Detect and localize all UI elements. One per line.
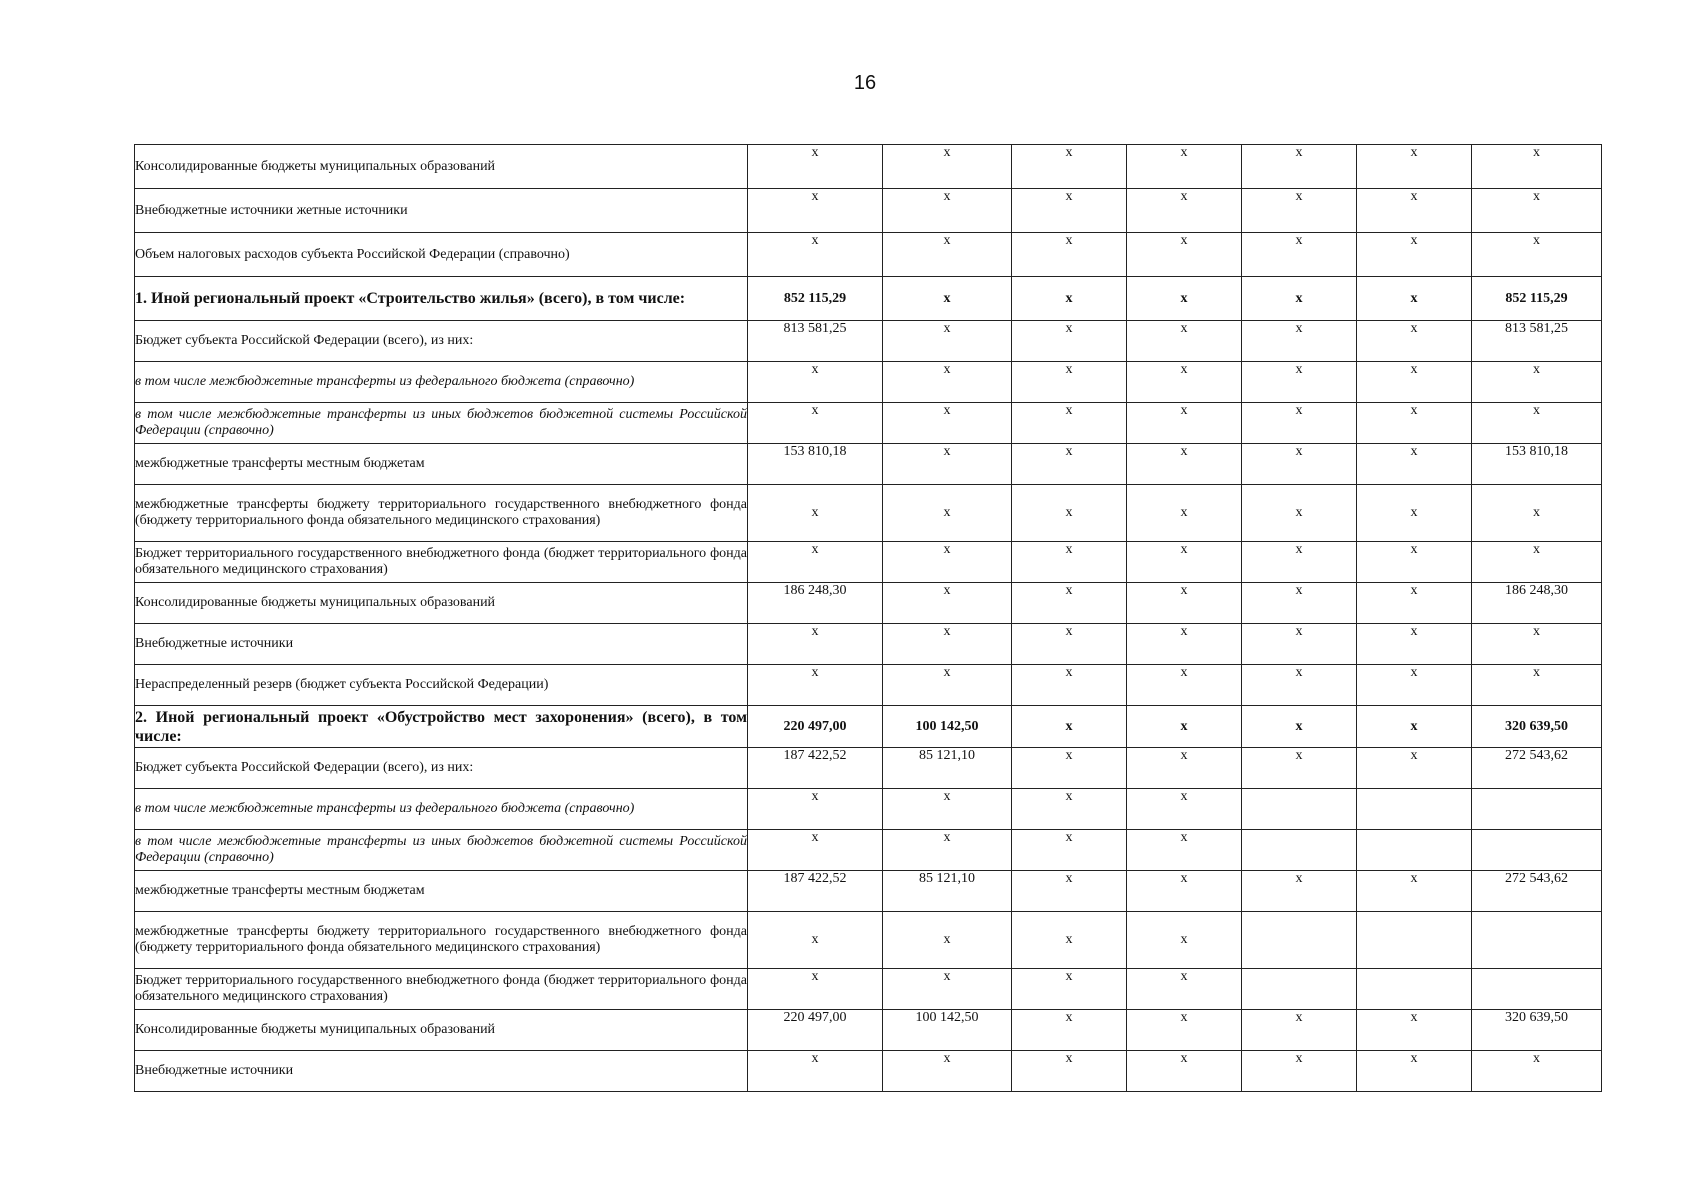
value-cell: x: [1012, 789, 1127, 830]
value-cell: x: [1127, 748, 1242, 789]
value-cell: [1242, 789, 1357, 830]
value-cell: 186 248,30: [748, 583, 883, 624]
value-cell: x: [1357, 583, 1472, 624]
value-cell: x: [883, 403, 1012, 444]
value-cell: x: [1242, 444, 1357, 485]
row-label: межбюджетные трансферты бюджету территориального государственного внебюджетного фонда (бюджету территориального фонда обязательного медицинского страхования): [135, 912, 748, 969]
value-cell: x: [1012, 830, 1127, 871]
value-cell: x: [1357, 748, 1472, 789]
value-cell: 320 639,50: [1472, 1010, 1602, 1051]
value-cell: 100 142,50: [883, 1010, 1012, 1051]
value-cell: 100 142,50: [883, 706, 1012, 748]
value-cell: x: [1127, 1010, 1242, 1051]
value-cell: x: [1357, 1051, 1472, 1092]
value-cell: 220 497,00: [748, 706, 883, 748]
value-cell: 153 810,18: [1472, 444, 1602, 485]
table-row: [135, 485, 1602, 542]
value-cell: x: [1472, 665, 1602, 706]
value-cell: x: [1472, 1051, 1602, 1092]
value-cell: x: [748, 542, 883, 583]
row-label: в том числе межбюджетные трансферты из федерального бюджета (справочно): [135, 789, 748, 830]
value-cell: x: [1127, 403, 1242, 444]
value-cell: x: [1127, 542, 1242, 583]
table-row: [135, 277, 1602, 321]
value-cell: [1472, 912, 1602, 969]
value-cell: x: [1012, 912, 1127, 969]
value-cell: x: [1127, 362, 1242, 403]
row-label: Внебюджетные источники жетные источники: [135, 189, 748, 233]
table-row: [135, 969, 1602, 1010]
value-cell: x: [1012, 1051, 1127, 1092]
value-cell: x: [1242, 362, 1357, 403]
value-cell: x: [748, 485, 883, 542]
value-cell: x: [1127, 485, 1242, 542]
value-cell: x: [883, 321, 1012, 362]
table-row: [135, 444, 1602, 485]
value-cell: x: [883, 830, 1012, 871]
table-row: [135, 189, 1602, 233]
value-cell: 852 115,29: [748, 277, 883, 321]
table-row: [135, 542, 1602, 583]
value-cell: x: [1242, 624, 1357, 665]
row-label: в том числе межбюджетные трансферты из иных бюджетов бюджетной системы Российской Федерации (справочно): [135, 403, 748, 444]
project-heading: 2. Иной региональный проект «Обустройство мест захоронения» (всего), в том числе:: [135, 706, 748, 748]
value-cell: x: [883, 583, 1012, 624]
value-cell: x: [1242, 871, 1357, 912]
value-cell: x: [883, 277, 1012, 321]
value-cell: x: [1127, 912, 1242, 969]
row-label: межбюджетные трансферты местным бюджетам: [135, 871, 748, 912]
value-cell: x: [748, 969, 883, 1010]
table-row: [135, 789, 1602, 830]
value-cell: x: [883, 444, 1012, 485]
value-cell: x: [1012, 277, 1127, 321]
value-cell: 852 115,29: [1472, 277, 1602, 321]
value-cell: x: [1127, 277, 1242, 321]
value-cell: x: [1357, 444, 1472, 485]
row-label: в том числе межбюджетные трансферты из федерального бюджета (справочно): [135, 362, 748, 403]
value-cell: x: [1127, 706, 1242, 748]
value-cell: x: [1012, 321, 1127, 362]
value-cell: x: [1012, 706, 1127, 748]
value-cell: 813 581,25: [1472, 321, 1602, 362]
value-cell: x: [748, 665, 883, 706]
value-cell: x: [1242, 665, 1357, 706]
value-cell: x: [883, 542, 1012, 583]
value-cell: x: [883, 624, 1012, 665]
project-heading: 1. Иной региональный проект «Строительство жилья» (всего), в том числе:: [135, 277, 748, 321]
value-cell: x: [883, 665, 1012, 706]
value-cell: x: [1127, 789, 1242, 830]
row-label: Внебюджетные источники: [135, 624, 748, 665]
table-row: [135, 362, 1602, 403]
value-cell: x: [1242, 189, 1357, 233]
value-cell: x: [1242, 583, 1357, 624]
value-cell: x: [1242, 321, 1357, 362]
value-cell: x: [748, 789, 883, 830]
value-cell: 272 543,62: [1472, 748, 1602, 789]
value-cell: 186 248,30: [1472, 583, 1602, 624]
value-cell: x: [883, 1051, 1012, 1092]
table-row: [135, 583, 1602, 624]
value-cell: x: [1357, 485, 1472, 542]
value-cell: x: [1357, 233, 1472, 277]
value-cell: x: [1472, 485, 1602, 542]
value-cell: x: [1472, 403, 1602, 444]
value-cell: x: [1242, 542, 1357, 583]
value-cell: x: [748, 362, 883, 403]
budget-table: [134, 144, 1602, 1092]
value-cell: x: [1012, 1010, 1127, 1051]
value-cell: x: [1242, 277, 1357, 321]
value-cell: 320 639,50: [1472, 706, 1602, 748]
value-cell: x: [748, 233, 883, 277]
value-cell: x: [1242, 1010, 1357, 1051]
value-cell: x: [1012, 485, 1127, 542]
value-cell: 85 121,10: [883, 748, 1012, 789]
value-cell: x: [1357, 542, 1472, 583]
value-cell: [1472, 830, 1602, 871]
value-cell: [1357, 789, 1472, 830]
value-cell: x: [883, 789, 1012, 830]
value-cell: x: [883, 485, 1012, 542]
value-cell: x: [1012, 189, 1127, 233]
value-cell: 272 543,62: [1472, 871, 1602, 912]
value-cell: x: [1127, 189, 1242, 233]
row-label: Консолидированные бюджеты муниципальных образований: [135, 1010, 748, 1051]
table-row: [135, 912, 1602, 969]
value-cell: x: [1012, 871, 1127, 912]
value-cell: x: [1127, 583, 1242, 624]
value-cell: x: [1127, 321, 1242, 362]
value-cell: x: [1127, 624, 1242, 665]
value-cell: x: [1242, 403, 1357, 444]
value-cell: x: [1012, 542, 1127, 583]
table-row: [135, 1010, 1602, 1051]
value-cell: x: [1357, 277, 1472, 321]
value-cell: [1357, 912, 1472, 969]
value-cell: x: [748, 912, 883, 969]
value-cell: x: [1127, 830, 1242, 871]
value-cell: x: [1012, 362, 1127, 403]
value-cell: 220 497,00: [748, 1010, 883, 1051]
value-cell: x: [1472, 542, 1602, 583]
value-cell: x: [1012, 444, 1127, 485]
value-cell: x: [1357, 189, 1472, 233]
value-cell: x: [1357, 321, 1472, 362]
row-label: Бюджет субъекта Российской Федерации (всего), из них:: [135, 748, 748, 789]
row-label: Бюджет субъекта Российской Федерации (всего), из них:: [135, 321, 748, 362]
value-cell: [1242, 830, 1357, 871]
value-cell: 153 810,18: [748, 444, 883, 485]
value-cell: x: [1357, 362, 1472, 403]
value-cell: x: [1127, 444, 1242, 485]
value-cell: x: [1012, 145, 1127, 189]
value-cell: [1472, 789, 1602, 830]
value-cell: 813 581,25: [748, 321, 883, 362]
row-label: в том числе межбюджетные трансферты из иных бюджетов бюджетной системы Российской Федерации (справочно): [135, 830, 748, 871]
value-cell: x: [1012, 624, 1127, 665]
table-row: [135, 871, 1602, 912]
value-cell: x: [1012, 748, 1127, 789]
value-cell: x: [748, 830, 883, 871]
value-cell: x: [883, 145, 1012, 189]
table-row: [135, 748, 1602, 789]
table-row: [135, 1051, 1602, 1092]
value-cell: x: [1357, 403, 1472, 444]
row-label: межбюджетные трансферты бюджету территориального государственного внебюджетного фонда (бюджету территориального фонда обязательного медицинского страхования): [135, 485, 748, 542]
value-cell: x: [1012, 665, 1127, 706]
value-cell: x: [1127, 969, 1242, 1010]
table-row: [135, 624, 1602, 665]
value-cell: x: [748, 403, 883, 444]
row-label: Бюджет территориального государственного внебюджетного фонда (бюджет территориального фонда обязательного медицинского страхования): [135, 969, 748, 1010]
value-cell: [1472, 969, 1602, 1010]
value-cell: x: [1012, 969, 1127, 1010]
value-cell: x: [748, 145, 883, 189]
value-cell: x: [1357, 1010, 1472, 1051]
value-cell: x: [883, 969, 1012, 1010]
value-cell: x: [1472, 233, 1602, 277]
value-cell: x: [1242, 145, 1357, 189]
value-cell: x: [1012, 233, 1127, 277]
value-cell: x: [748, 624, 883, 665]
value-cell: x: [1357, 706, 1472, 748]
value-cell: x: [1127, 145, 1242, 189]
value-cell: x: [1242, 485, 1357, 542]
value-cell: x: [1012, 403, 1127, 444]
value-cell: x: [1472, 145, 1602, 189]
row-label: Внебюджетные источники: [135, 1051, 748, 1092]
value-cell: x: [883, 362, 1012, 403]
table-row: [135, 321, 1602, 362]
value-cell: x: [1127, 1051, 1242, 1092]
row-label: Бюджет территориального государственного внебюджетного фонда (бюджет территориального фонда обязательного медицинского страхования): [135, 542, 748, 583]
table-row: [135, 233, 1602, 277]
value-cell: x: [1242, 748, 1357, 789]
row-label: Консолидированные бюджеты муниципальных образований: [135, 583, 748, 624]
value-cell: x: [1242, 1051, 1357, 1092]
value-cell: [1357, 969, 1472, 1010]
table-row: [135, 665, 1602, 706]
table-row: [135, 830, 1602, 871]
value-cell: x: [1242, 706, 1357, 748]
value-cell: x: [1357, 665, 1472, 706]
value-cell: 85 121,10: [883, 871, 1012, 912]
value-cell: x: [1357, 871, 1472, 912]
value-cell: 187 422,52: [748, 748, 883, 789]
table-row: [135, 403, 1602, 444]
value-cell: x: [883, 233, 1012, 277]
row-label: Консолидированные бюджеты муниципальных образований: [135, 145, 748, 189]
row-label: Объем налоговых расходов субъекта Российской Федерации (справочно): [135, 233, 748, 277]
value-cell: x: [1357, 624, 1472, 665]
value-cell: x: [748, 1051, 883, 1092]
value-cell: [1242, 969, 1357, 1010]
row-label: Нераспределенный резерв (бюджет субъекта Российской Федерации): [135, 665, 748, 706]
value-cell: x: [748, 189, 883, 233]
value-cell: x: [1127, 665, 1242, 706]
value-cell: [1242, 912, 1357, 969]
table-row: [135, 145, 1602, 189]
value-cell: x: [1012, 583, 1127, 624]
page-number: 16: [853, 72, 877, 94]
value-cell: x: [1472, 362, 1602, 403]
value-cell: x: [1127, 871, 1242, 912]
value-cell: 187 422,52: [748, 871, 883, 912]
value-cell: x: [883, 912, 1012, 969]
value-cell: x: [1242, 233, 1357, 277]
value-cell: x: [1127, 233, 1242, 277]
value-cell: x: [883, 189, 1012, 233]
row-label: межбюджетные трансферты местным бюджетам: [135, 444, 748, 485]
value-cell: x: [1472, 189, 1602, 233]
value-cell: x: [1357, 145, 1472, 189]
table-row: [135, 706, 1602, 748]
value-cell: x: [1472, 624, 1602, 665]
value-cell: [1357, 830, 1472, 871]
